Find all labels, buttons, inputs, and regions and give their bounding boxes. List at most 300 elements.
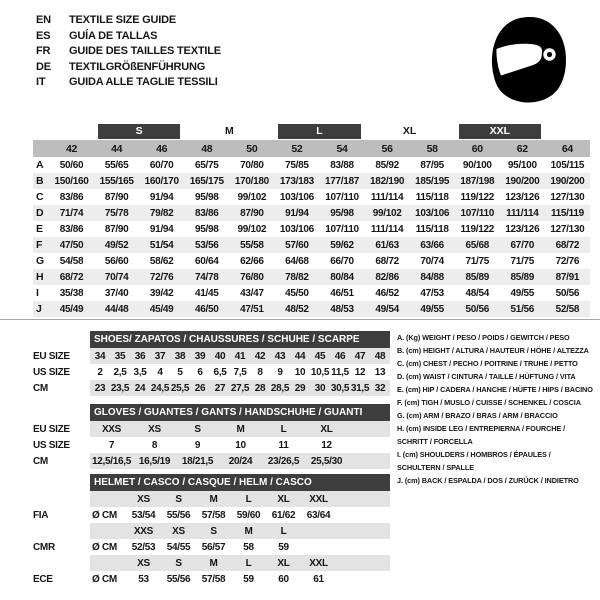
helmet-value-cell: 55/56 (166, 509, 191, 521)
gloves-title-row (33, 404, 390, 421)
size-value-cell: 55/65 (104, 159, 129, 171)
spacer-cell (545, 123, 590, 140)
size-group-label: S (98, 124, 180, 139)
language-title-list (36, 13, 221, 91)
helmet-value-cell: 55/56 (166, 573, 191, 585)
column-header-cell: 46 (139, 140, 184, 157)
shoes-size-table (33, 331, 390, 396)
shoes-value-cell: 31,5 (350, 380, 370, 396)
size-value-cell: 99/102 (365, 205, 410, 221)
helmet-size-cell: M (231, 523, 266, 539)
size-value-cell: 150/160 (49, 173, 94, 189)
filler-cell (348, 437, 390, 453)
gloves-value-cell: S (176, 421, 219, 437)
size-value-cell: 115/118 (415, 191, 449, 203)
size-value-cell: 99/102 (237, 223, 267, 235)
gloves-row (33, 453, 390, 469)
size-value-cell: 55/58 (229, 237, 274, 253)
shoes-value-cell: 11,5 (331, 366, 349, 378)
helmet-standard-label: FIA (33, 509, 49, 521)
size-value-cell: 173/183 (274, 173, 319, 189)
size-group-cell (455, 123, 545, 140)
column-header-cell: 48 (184, 140, 229, 157)
helmet-size-header-row (33, 555, 390, 571)
helmet-size-table (33, 474, 390, 587)
helmet-standard-row (33, 571, 390, 587)
shoes-value-cell: 2,5 (113, 366, 127, 378)
shoes-value-cell: 6 (197, 366, 203, 378)
gloves-row-label: US SIZE (33, 439, 70, 451)
helmet-size-cell: XXL (301, 555, 336, 571)
size-value-cell: 45/50 (285, 287, 309, 299)
language-row (36, 13, 221, 29)
size-value-cell: 46/52 (375, 287, 399, 299)
filler-cell (336, 523, 390, 539)
shoes-value-cell: 9 (277, 366, 283, 378)
size-value-cell: 182/190 (365, 173, 410, 189)
gloves-value-cell: XL (305, 421, 348, 437)
size-value-cell: 90/100 (462, 159, 492, 171)
size-value-cell: 103/106 (279, 191, 314, 203)
row-label: B (33, 173, 49, 189)
size-value-cell: 80/84 (319, 269, 364, 285)
size-value-cell: 53/56 (184, 237, 229, 253)
size-value-cell: 51/54 (139, 237, 184, 253)
size-value-cell: 70/74 (94, 269, 139, 285)
shoes-value-cell: 26 (190, 380, 210, 396)
helmet-size-cell: L (266, 523, 301, 539)
language-code: EN (36, 14, 51, 26)
spacer-cell (33, 555, 90, 571)
shoes-title: SHOES/ ZAPATOS / CHAUSSURES / SCHUHE / SCARPE (90, 331, 390, 348)
size-value-cell: 95/98 (319, 205, 364, 221)
helmet-size-cell: S (161, 491, 196, 507)
helmet-value-cell: 61/62 (271, 509, 296, 521)
gloves-row (33, 437, 390, 453)
gloves-value-cell: L (262, 421, 305, 437)
legend-line: H. (cm) INSIDE LEG / ENTREPIERNA / FOURCHE / (397, 424, 566, 433)
size-value-cell: 59/62 (319, 237, 364, 253)
helmet-title: HELMET / CASCO / CASQUE / HELM / CASCO (90, 474, 390, 491)
helmet-value-cell: 56/57 (201, 541, 226, 553)
size-value-cell: 46/50 (184, 301, 229, 317)
size-value-cell: 46/51 (330, 287, 354, 299)
size-value-cell: 50/60 (59, 159, 84, 171)
helmet-size-cell: M (196, 555, 231, 571)
shoes-value-cell: 34 (90, 348, 110, 364)
size-value-cell: 41/45 (195, 287, 219, 299)
helmet-size-cell (301, 523, 336, 539)
legend-line: C. (cm) CHEST / PECHO / POITRINE / TRUHE / PETTO (397, 359, 578, 368)
size-value-cell: 67/70 (500, 237, 545, 253)
section-divider (0, 319, 600, 320)
size-value-cell: 87/90 (229, 205, 274, 221)
size-value-cell: 72/76 (555, 255, 580, 267)
row-label: F (33, 237, 49, 253)
row-label: J (33, 301, 49, 317)
shoes-value-cell: 30 (310, 380, 330, 396)
spacer-cell (33, 523, 90, 539)
size-value-cell: 79/82 (139, 205, 184, 221)
size-value-cell: 49/52 (94, 237, 139, 253)
helmet-size-cell: XL (266, 555, 301, 571)
column-header-cell: 58 (410, 140, 455, 157)
helmet-size-cell: S (161, 555, 196, 571)
language-code: DE (36, 60, 51, 73)
shoes-value-cell: 32 (370, 380, 390, 396)
shoes-value-cell: 35 (110, 348, 130, 364)
legend-line: F. (cm) TIGH / MUSLO / CUISSE / SCHENKEL / COSCIA (397, 398, 581, 407)
size-value-cell: 65/75 (195, 159, 219, 171)
gloves-row (33, 421, 390, 437)
legend-item (397, 357, 597, 370)
size-value-cell: 115/119 (545, 205, 590, 221)
helmet-unit-spacer (90, 491, 126, 507)
gloves-value-cell: 9 (194, 439, 201, 451)
spacer-cell (33, 474, 90, 491)
size-value-cell: 95/98 (195, 191, 219, 203)
legend-item (397, 409, 597, 422)
size-value-cell: 111/114 (370, 223, 404, 235)
legend-item (397, 474, 597, 487)
shoes-value-cell: 29 (290, 380, 310, 396)
size-value-cell: 50/56 (455, 301, 500, 317)
size-value-cell: 54/58 (59, 255, 84, 267)
size-value-cell: 62/66 (240, 255, 264, 267)
helmet-value-cell: 57/58 (201, 509, 226, 521)
size-value-cell: 71/75 (465, 255, 489, 267)
helmet-icon-svg (489, 14, 569, 110)
size-value-cell: 83/86 (59, 191, 84, 203)
size-group-label: XXL (459, 124, 541, 139)
gloves-row-label: EU SIZE (33, 423, 70, 435)
shoes-value-cell: 28 (250, 380, 270, 396)
language-code: IT (36, 76, 46, 89)
measurement-row (33, 205, 590, 221)
helmet-value-cell: 53/54 (131, 509, 156, 521)
shoes-value-cell: 42 (250, 348, 270, 364)
filler-cell (336, 571, 390, 587)
size-value-cell: 49/55 (510, 287, 535, 299)
helmet-value-cell (301, 539, 336, 555)
size-value-cell: 123/126 (505, 191, 540, 203)
helmet-size-cell: L (231, 555, 266, 571)
column-header-cell: 62 (500, 140, 545, 157)
shoes-value-cell: 37 (150, 348, 170, 364)
size-value-cell: 95/100 (507, 159, 537, 171)
shoes-value-cell: 24 (130, 380, 150, 396)
shoes-title-row (33, 331, 390, 348)
legend-line: SCHRITT / FORCELLA (397, 437, 473, 446)
size-value-cell: 78/82 (274, 269, 319, 285)
shoes-value-cell: 39 (190, 348, 210, 364)
size-value-cell: 155/165 (94, 173, 139, 189)
filler-cell (348, 421, 390, 437)
size-value-cell: 35/38 (59, 287, 84, 299)
size-value-cell: 99/102 (237, 191, 267, 203)
shoes-row-label: US SIZE (33, 366, 70, 378)
spacer-cell (33, 140, 49, 157)
size-value-cell: 47/50 (49, 237, 94, 253)
helmet-size-header-row (33, 523, 390, 539)
measurement-row (33, 285, 590, 301)
helmet-size-cell: XS (126, 491, 161, 507)
size-value-cell: 71/75 (510, 255, 535, 267)
gloves-value-cell: 7 (108, 439, 115, 451)
size-value-cell: 66/70 (330, 255, 354, 267)
guide-title: GUÍA DE TALLAS (69, 29, 158, 42)
shoes-row (33, 380, 390, 396)
legend-item (397, 331, 597, 344)
size-value-cell: 76/80 (229, 269, 274, 285)
gloves-value-cell: 16,5/19 (133, 453, 176, 469)
size-group-label: XL (402, 125, 417, 137)
size-value-cell: 60/70 (149, 159, 174, 171)
size-value-cell: 111/114 (500, 205, 545, 221)
size-value-cell: 87/90 (104, 223, 129, 235)
guide-title: TEXTILGRÖßENFÜHRUNG (69, 60, 206, 73)
spacer-cell (33, 331, 90, 348)
shoes-row (33, 364, 390, 380)
shoes-row-label: EU SIZE (33, 350, 70, 362)
gloves-value-cell: 10 (235, 439, 246, 451)
filler-cell (336, 539, 390, 555)
size-value-cell: 190/200 (545, 173, 590, 189)
size-value-cell: 85/89 (455, 269, 500, 285)
legend-line: I. (cm) SHOULDERS / HOMBROS / ÉPAULES / (397, 450, 551, 459)
size-value-cell: 170/180 (229, 173, 274, 189)
helmet-size-cell: L (231, 491, 266, 507)
shoes-value-cell: 47 (350, 348, 370, 364)
spacer-cell (33, 123, 94, 140)
column-header-cell: 50 (229, 140, 274, 157)
legend-line: B. (cm) HEIGHT / ALTURA / HAUTEUR / HÖHE / ALTEZZA (397, 346, 589, 355)
helmet-icon (489, 14, 569, 110)
shoes-value-cell: 23 (90, 380, 110, 396)
size-value-cell: 43/47 (240, 287, 264, 299)
helmet-size-cell: XXL (301, 491, 336, 507)
helmet-value-cell: 59 (278, 541, 289, 553)
size-value-cell: 58/62 (149, 255, 174, 267)
size-value-cell: 48/52 (274, 301, 319, 317)
gloves-size-table (33, 404, 390, 469)
shoes-value-cell: 27 (210, 380, 230, 396)
row-label: G (36, 255, 44, 267)
legend-item (397, 370, 597, 383)
guide-title: GUIDE DES TAILLES TEXTILE (69, 45, 221, 58)
size-value-cell: 115/118 (415, 223, 449, 235)
shoes-value-cell: 13 (374, 366, 386, 378)
gloves-value-cell: 23/26,5 (262, 453, 305, 469)
size-value-cell: 48/53 (319, 301, 364, 317)
measurement-row (33, 189, 590, 205)
size-value-cell: 95/98 (195, 223, 219, 235)
helmet-value-cell: 60 (278, 573, 289, 585)
size-value-cell: 74/78 (184, 269, 229, 285)
shoes-value-cell: 36 (130, 348, 150, 364)
language-row (36, 44, 221, 60)
size-value-cell: 84/88 (410, 269, 455, 285)
shoes-value-cell: 30,5 (330, 380, 350, 396)
size-value-cell: 105/115 (550, 159, 585, 171)
size-value-cell: 127/130 (550, 191, 585, 203)
gloves-value-cell: 12,5/16,5 (90, 453, 133, 469)
legend-item (397, 422, 597, 448)
helmet-size-cell: M (196, 491, 231, 507)
size-value-cell: 72/76 (139, 269, 184, 285)
filler-cell (336, 555, 390, 571)
size-value-cell: 119/122 (460, 223, 494, 235)
measurement-row (33, 221, 590, 237)
column-header-cell: 56 (365, 140, 410, 157)
language-row (36, 29, 221, 45)
row-label: I (36, 287, 39, 299)
measurement-row (33, 269, 590, 285)
shoes-value-cell: 2 (97, 366, 103, 378)
legend-line: SCHULTERN / SPALLE (397, 463, 474, 472)
shoes-value-cell: 45 (310, 348, 330, 364)
shoes-value-cell: 46 (330, 348, 350, 364)
filler-cell (336, 507, 390, 523)
size-value-cell: 75/85 (285, 159, 309, 171)
measurement-row (33, 173, 590, 189)
column-header-cell: 54 (319, 140, 364, 157)
row-label: C (36, 191, 44, 203)
size-value-cell: 60/64 (195, 255, 219, 267)
size-value-cell: 64/68 (285, 255, 309, 267)
shoes-value-cell: 38 (170, 348, 190, 364)
shoes-value-cell: 27,5 (230, 380, 250, 396)
size-group-label: M (224, 125, 234, 137)
size-value-cell: 85/89 (500, 269, 545, 285)
size-value-cell: 87/91 (545, 269, 590, 285)
size-value-cell: 44/48 (94, 301, 139, 317)
row-label: D (33, 205, 49, 221)
helmet-size-header-row (33, 491, 390, 507)
size-value-cell: 103/106 (279, 223, 314, 235)
shoes-value-cell: 43 (270, 348, 290, 364)
size-value-cell: 68/72 (545, 237, 590, 253)
size-value-cell: 45/49 (139, 301, 184, 317)
helmet-value-cell: 54/55 (166, 541, 191, 553)
size-value-cell: 119/122 (460, 191, 494, 203)
gloves-value-cell: 20/24 (219, 453, 262, 469)
size-value-cell: 165/175 (184, 173, 229, 189)
gloves-row-label: CM (33, 455, 48, 467)
size-value-cell: 48/54 (465, 287, 489, 299)
textile-size-table (33, 123, 590, 317)
measurement-row (33, 253, 590, 269)
size-value-cell: 107/110 (325, 223, 359, 235)
size-value-cell: 71/74 (49, 205, 94, 221)
size-group-cell (365, 123, 455, 140)
legend-item (397, 448, 597, 474)
size-value-cell: 37/40 (104, 287, 129, 299)
size-value-cell: 52/58 (545, 301, 590, 317)
size-value-cell: 111/114 (370, 191, 404, 203)
spacer-cell (33, 404, 90, 421)
spacer-cell (33, 491, 90, 507)
gloves-value-cell: M (219, 421, 262, 437)
helmet-size-cell: S (196, 523, 231, 539)
column-header-cell: 64 (545, 140, 590, 157)
shoes-value-cell: 44 (290, 348, 310, 364)
size-value-cell: 127/130 (550, 223, 585, 235)
size-value-cell: 68/72 (375, 255, 399, 267)
row-label: H (33, 269, 49, 285)
helmet-value-cell: 52/53 (131, 541, 156, 553)
shoes-value-cell: 5 (177, 366, 183, 378)
size-value-cell: 187/198 (455, 173, 500, 189)
size-value-cell: 68/72 (49, 269, 94, 285)
helmet-value-cell: 61 (313, 573, 324, 585)
legend-line: J. (cm) BACK / ESPALDA / DOS / ZURÜCK / INDIETRO (397, 476, 579, 485)
language-row (36, 60, 221, 76)
size-value-cell: 185/195 (410, 173, 455, 189)
legend-line: D. (cm) WAIST / CINTURA / TAILLE / HÜFTUNG / VITA (397, 372, 576, 381)
size-value-cell: 87/90 (104, 191, 129, 203)
helmet-title-row (33, 474, 390, 491)
language-row (36, 75, 221, 91)
helmet-standard-row (33, 539, 390, 555)
helmet-unit-spacer (90, 555, 126, 571)
size-value-cell: 50/56 (555, 287, 580, 299)
size-value-cell: 177/187 (319, 173, 364, 189)
gloves-value-cell: 25,5/30 (305, 453, 348, 469)
size-value-cell: 103/106 (410, 205, 455, 221)
gloves-value-cell: 12 (321, 439, 332, 451)
column-header-cell: 42 (49, 140, 94, 157)
size-group-cell (184, 123, 274, 140)
size-value-cell: 85/92 (375, 159, 399, 171)
size-value-cell: 47/51 (229, 301, 274, 317)
size-value-cell: 65/68 (455, 237, 500, 253)
size-value-cell: 87/95 (420, 159, 444, 171)
legend-line: E. (cm) HIP / CADERA / HANCHE / HÜFTE / HIPS / BACINO (397, 385, 593, 394)
measurement-row (33, 301, 590, 317)
measurement-row (33, 237, 590, 253)
helmet-value-cell: 59/60 (236, 509, 261, 521)
size-value-cell: 51/56 (500, 301, 545, 317)
gloves-title: GLOVES / GUANTES / GANTS / HANDSCHUHE / GUANTI (90, 404, 390, 421)
helmet-value-cell: 59 (243, 573, 254, 585)
size-value-cell: 57/60 (274, 237, 319, 253)
size-value-cell: 190/200 (500, 173, 545, 189)
size-group-row (33, 123, 590, 140)
size-group-label: L (278, 124, 360, 139)
shoes-value-cell: 7,5 (233, 366, 247, 378)
helmet-size-cell: XS (161, 523, 196, 539)
size-value-cell: 83/86 (59, 223, 84, 235)
size-value-cell: 160/170 (139, 173, 184, 189)
size-value-cell: 47/53 (420, 287, 444, 299)
size-value-cell: 56/60 (104, 255, 129, 267)
size-value-cell: 82/86 (365, 269, 410, 285)
helmet-standard-label: ECE (33, 573, 53, 585)
helmet-size-cell: XXS (126, 523, 161, 539)
row-label: E (36, 223, 43, 235)
shoes-value-cell: 10,5 (310, 366, 330, 378)
shoes-value-cell: 23,5 (110, 380, 130, 396)
helmet-value-cell: 53 (138, 573, 149, 585)
shoes-value-cell: 10 (294, 366, 306, 378)
shoes-value-cell: 8 (257, 366, 263, 378)
row-label: A (36, 159, 44, 171)
size-value-cell: 75/78 (94, 205, 139, 221)
helmet-unit-label: Ø CM (92, 541, 117, 553)
helmet-unit-label: Ø CM (92, 573, 117, 585)
size-value-cell: 49/54 (365, 301, 410, 317)
